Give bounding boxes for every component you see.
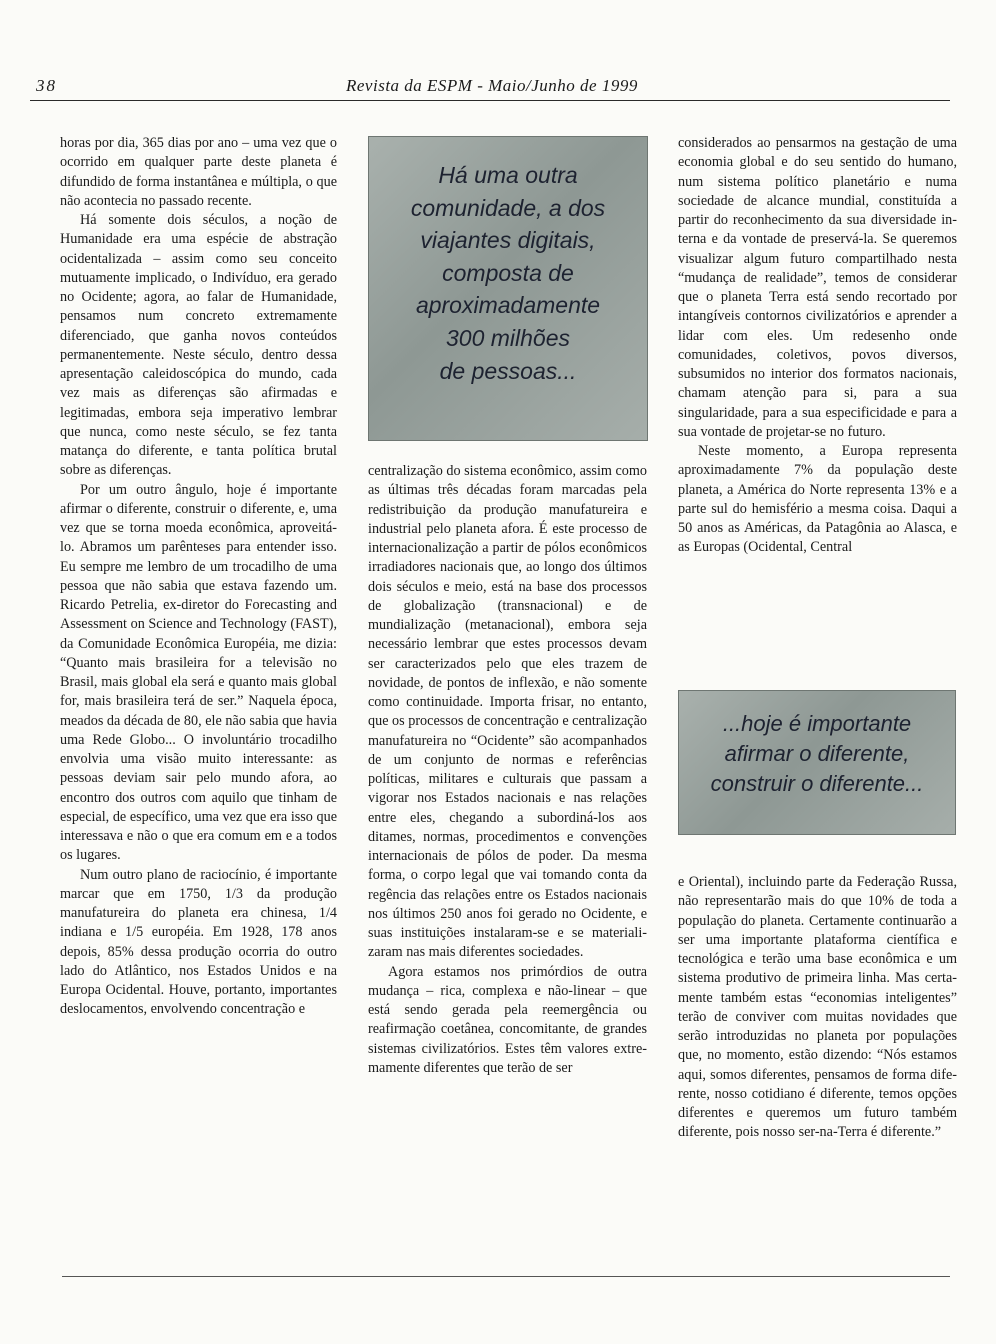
page-header xyxy=(36,76,958,98)
pull-quote-line: viajantes digitais, xyxy=(420,227,596,254)
footer-rule xyxy=(62,1276,950,1277)
paragraph: Agora estamos nos primórdios de outra mudança – rica, complexa e não-linear – que está sendo gerada pela reemergência ou reafirmação coetânea, concomitante, de grandes sistemas civilizatórios. Estes têm valores extremamente diferentes que terão de ser xyxy=(368,963,647,1076)
paragraph: e Oriental), incluindo parte da Federação Russa, não representarão mais do que 10% de toda a população do planeta. Certamente continuarão a ser uma importante plataforma científica e tecnológica e terão uma base econômica e um sistema produtivo de primeira linha. Mas certamente também estas “economias inteligentes” terão de conviver com muitas novidades que serão introduzidas no planeta por populações que, no momento, estão dizendo: “Nós estamos aqui, somos diferentes, pensamos de forma diferente, nosso cotidiano é diferente, temos opções diferentes e queremos um futuro também diferente, pois nosso ser-na-Terra é diferente.” xyxy=(678,874,957,1141)
text-column-3-top xyxy=(678,134,957,558)
pull-quote-line: comunidade, a dos xyxy=(410,194,606,221)
pull-quote-difference xyxy=(678,690,956,835)
pull-quote-line: aproximadamente xyxy=(415,292,601,319)
paragraph: Num outro plano de raciocínio, é importante marcar que em 1750, 1/3 da produção manufatureira do planeta era chinesa, 1/4 indiana e 1/5 européia. Em 1928, 178 anos depois, 85% dessa produção ocorria do outro lado do Atlântico, nos Estados Unidos e na Europa Ocidental. Houve, portanto, importantes deslocamentos, envolvendo concentração e xyxy=(60,866,337,1018)
text-column-1 xyxy=(60,134,337,1020)
running-title: Revista da ESPM - Maio/Junho de 1999 xyxy=(346,76,638,95)
pull-quote-line: afirmar o diferente, xyxy=(724,741,910,766)
pull-quote-line: construir o diferente... xyxy=(710,771,924,796)
pull-quote-line: 300 milhões xyxy=(445,324,571,351)
pull-quote-line: de pessoas... xyxy=(439,357,577,384)
pull-quote-line: composta de xyxy=(442,259,574,286)
pull-quote-line: ...hoje é importante xyxy=(722,711,912,736)
pull-quote-line: Há uma outra xyxy=(438,162,578,188)
paragraph: Há somente dois séculos, a noção de Humanidade era uma espécie de abstração ocidentalizada – assim como seu conceito mutuamente implicado, o Indivíduo, era gerado no Ocidente; agora, ao falar de Humanidade, pensamos num concreto extremamente diferenciado, que ganha novos conteúdos permanentemente. Neste século, dentro dessa apresentação caleidoscópica do mundo, cada vez mais as diferenças são afirmadas e legitimadas, embora seja imperativo lembrar que nunca, como neste século, se fez tanta matança do diferente, e tanta política brutal sobre as diferenças. xyxy=(60,212,337,479)
header-rule xyxy=(30,100,950,101)
paragraph: horas por dia, 365 dias por ano – uma vez que o ocorrido em qualquer parte deste planeta é difundido de forma instantânea e múltipla, o que não acontecia no passado recente. xyxy=(60,135,337,209)
text-column-3-bottom xyxy=(678,873,957,1143)
paragraph: considerados ao pensarmos na gestação de uma economia global e do seu sentido do humano, num sistema político planetário e numa sociedade de alcance mundial, constituída a partir do reconhecimento da sua diversidade interna e da vontade de preservá-la. Se queremos visualizar algum futuro compartilhado nesta “mudança de realidade”, temos de considerar que o planeta Terra está sendo recortado por intangíveis contornos civilizatórios e aprender a lidar com eles. Um redesenho onde comunidades, coletivos, povos diversos, subsumidos no interior dos formatos nacionais, chamam atenção para si, para a sua singularidade, para a sua especificidade e para a sua vontade de projetar-se no futuro. xyxy=(678,135,957,440)
page-number: 38 xyxy=(36,76,57,95)
paragraph: Por um outro ângulo, hoje é importante afirmar o diferente, construir o diferente, e, uma vez que se torna moeda econômica, aproveitá-lo. Abramos um parênteses para entender isso. Eu sempre me lembro de um trocadilho de uma pessoa que não sabia que estava fazendo um. Ricardo Petrelia, ex-diretor do Forecasting and Assessment on Science and Technology (FAST), da Comunidade Econômica Européia, me dizia: “Quanto mais brasileira for a televisão no Brasil, mais global ela será e quanto mais global for, mais brasileira terá de ser.” Naquela época, meados da década de 80, ele não sabia que havia uma Rede Globo... O involuntário trocadilho envolvia uma visão muito interessante: as pessoas deviam sair pelo mundo afora, ao encontro dos outros com aquilo que tinham de especial, de específico, uma vez que era isso que interessava e não o que era comum em e a todos os lugares. xyxy=(60,481,337,864)
paragraph: centralização do sistema econômico, assim como as últimas três décadas foram marcadas pela redistribuição da produção manufatureira e industrial pelo planeta afora. É este processo de internacionalização a partir de pólos econômicos irradiadores nacionais que, ao longo dos últimos dois séculos e meio, está na base dos processos de globalização (transnacional) e de mundialização (metanacional), embora seja necessário lembrar que estes processos devam ser caracterizados pelo que eles trazem de novidade, de pontos de inflexão, e não somente como continuidade. Importa frisar, no entanto, que os processos de concentração e centralização manufatureira no “Ocidente” são acompanhados de um conjunto de normas e referências políticas, militares e culturais que passam a vigorar nos Estados nacionais e nas relações entre eles, chegando a subordiná-los aos ditames, normas, procedimentos e convenções internacionais de pólos de poder. Da mesma forma, o corpo legal que vai tomando conta da regência das relações entre os Estados nacionais nos últimos 250 anos foi gerado no Ocidente, e suas instituições instalaram-se e se materializaram nas mais diferentes sociedades. xyxy=(368,463,647,961)
paragraph: Neste momento, a Europa representa aproximadamente 7% da população deste planeta, a América do Norte representa 13% e a parte sul do hemisfério a mesma coisa. Daqui a 50 anos as Américas, da Patagônia ao Alasca, e as Europas (Ocidental, Central xyxy=(678,443,957,556)
pull-quote-digital-travelers xyxy=(368,136,648,441)
text-column-2 xyxy=(368,462,647,1078)
